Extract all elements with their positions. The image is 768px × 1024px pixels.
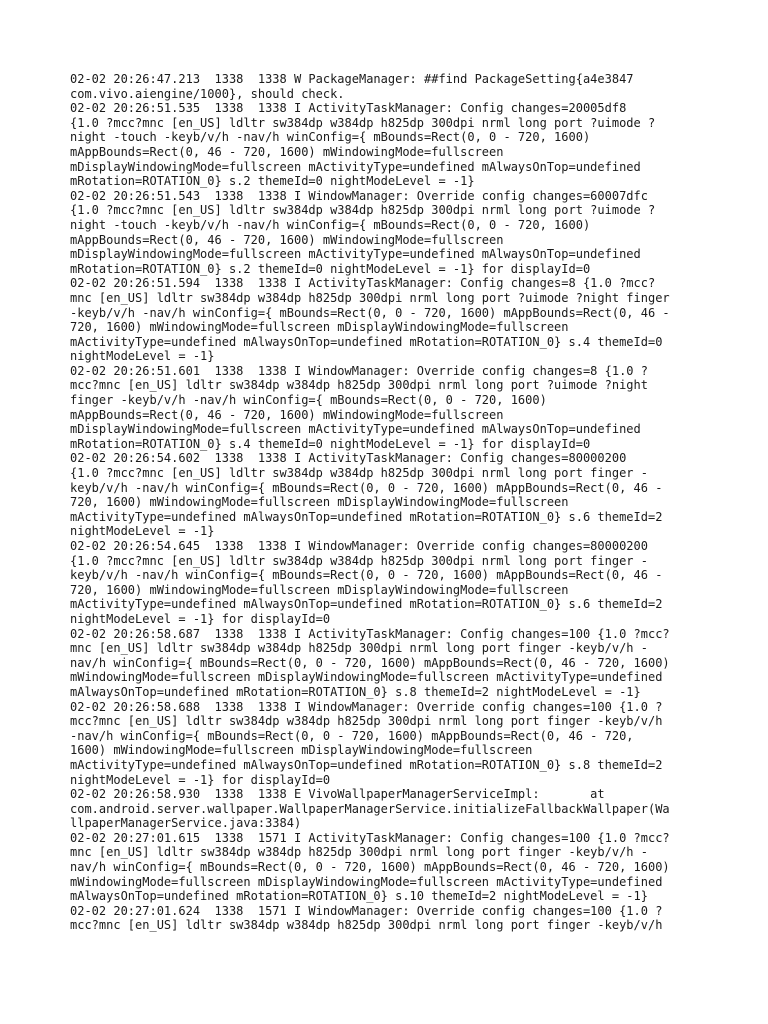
log-line: keyb/v/h -nav/h winConfig={ mBounds=Rect(0, 0 - 720, 1600) mAppBounds=Rect(0, 46 -	[70, 568, 663, 583]
log-line: nav/h winConfig={ mBounds=Rect(0, 0 - 720, 1600) mAppBounds=Rect(0, 46 - 720, 1600)	[70, 860, 670, 875]
log-line: 02-02 20:26:51.535 1338 1338 I ActivityTaskManager: Config changes=20005df8	[70, 101, 627, 116]
log-line: {1.0 ?mcc?mnc [en_US] ldltr sw384dp w384dp h825dp 300dpi nrml long port ?uimode ?	[70, 115, 656, 130]
log-line: -keyb/v/h -nav/h winConfig={ mBounds=Rect(0, 0 - 720, 1600) mAppBounds=Rect(0, 46 -	[70, 305, 670, 320]
log-line: mcc?mnc [en_US] ldltr sw384dp w384dp h825dp 300dpi nrml long port finger -keyb/v/h	[70, 918, 663, 933]
log-line: mActivityType=undefined mAlwaysOnTop=undefined mRotation=ROTATION_0} s.8 themeId=2	[70, 757, 663, 772]
log-line: nav/h winConfig={ mBounds=Rect(0, 0 - 720, 1600) mAppBounds=Rect(0, 46 - 720, 1600)	[70, 655, 670, 670]
log-line: mnc [en_US] ldltr sw384dp w384dp h825dp 300dpi nrml long port ?uimode ?night finger	[70, 290, 670, 305]
log-line: mActivityType=undefined mAlwaysOnTop=undefined mRotation=ROTATION_0} s.4 themeId=0	[70, 334, 663, 349]
log-line: mActivityType=undefined mAlwaysOnTop=undefined mRotation=ROTATION_0} s.6 themeId=2	[70, 597, 663, 612]
log-line: {1.0 ?mcc?mnc [en_US] ldltr sw384dp w384dp h825dp 300dpi nrml long port finger -	[70, 466, 648, 481]
log-line: -nav/h winConfig={ mBounds=Rect(0, 0 - 720, 1600) mAppBounds=Rect(0, 46 - 720,	[70, 728, 634, 743]
log-line: mWindowingMode=fullscreen mDisplayWindowingMode=fullscreen mActivityType=undefined	[70, 670, 663, 685]
log-line: 02-02 20:26:54.645 1338 1338 I WindowManager: Override config changes=80000200	[70, 539, 648, 553]
log-line: 02-02 20:26:54.602 1338 1338 I ActivityTaskManager: Config changes=80000200	[70, 451, 627, 466]
log-line: 720, 1600) mWindowingMode=fullscreen mDisplayWindowingMode=fullscreen	[70, 320, 569, 335]
log-line: nightModeLevel = -1} for displayId=0	[70, 772, 331, 787]
log-line: 02-02 20:27:01.624 1338 1571 I WindowManager: Override config changes=100 {1.0 ?	[70, 903, 663, 918]
log-line: mRotation=ROTATION_0} s.2 themeId=0 nightModeLevel = -1}	[70, 174, 475, 189]
log-line: {1.0 ?mcc?mnc [en_US] ldltr sw384dp w384dp h825dp 300dpi nrml long port finger -	[70, 553, 648, 568]
log-line: nightModeLevel = -1}	[70, 349, 215, 364]
log-line: 02-02 20:26:58.930 1338 1338 E VivoWallpaperManagerServiceImpl: at	[70, 787, 605, 802]
log-line: llpaperManagerService.java:3384)	[70, 816, 302, 831]
log-line: nightModeLevel = -1} for displayId=0	[70, 611, 331, 626]
log-line: 02-02 20:26:51.543 1338 1338 I WindowManager: Override config changes=60007dfc	[70, 188, 648, 203]
log-line: 02-02 20:26:51.594 1338 1338 I ActivityTaskManager: Config changes=8 {1.0 ?mcc?	[70, 276, 656, 291]
log-line: mAppBounds=Rect(0, 46 - 720, 1600) mWindowingMode=fullscreen	[70, 232, 504, 247]
log-text-block	[70, 72, 710, 933]
log-line: 02-02 20:27:01.615 1338 1571 I ActivityTaskManager: Config changes=100 {1.0 ?mcc?	[70, 830, 670, 845]
log-line: 1600) mWindowingMode=fullscreen mDisplayWindowingMode=fullscreen	[70, 743, 533, 758]
log-line: finger -keyb/v/h -nav/h winConfig={ mBounds=Rect(0, 0 - 720, 1600)	[70, 393, 547, 408]
log-line: keyb/v/h -nav/h winConfig={ mBounds=Rect(0, 0 - 720, 1600) mAppBounds=Rect(0, 46 -	[70, 480, 663, 495]
log-line: 02-02 20:26:58.687 1338 1338 I ActivityTaskManager: Config changes=100 {1.0 ?mcc?	[70, 626, 670, 641]
log-line: night -touch -keyb/v/h -nav/h winConfig={ mBounds=Rect(0, 0 - 720, 1600)	[70, 217, 591, 232]
log-line: 02-02 20:26:58.688 1338 1338 I WindowManager: Override config changes=100 {1.0 ?	[70, 699, 663, 714]
log-line: mDisplayWindowingMode=fullscreen mActivityType=undefined mAlwaysOnTop=undefined	[70, 159, 641, 174]
log-line: mDisplayWindowingMode=fullscreen mActivityType=undefined mAlwaysOnTop=undefined	[70, 422, 641, 437]
log-line: 720, 1600) mWindowingMode=fullscreen mDisplayWindowingMode=fullscreen	[70, 495, 569, 510]
log-line: mDisplayWindowingMode=fullscreen mActivityType=undefined mAlwaysOnTop=undefined	[70, 247, 641, 262]
log-line: mcc?mnc [en_US] ldltr sw384dp w384dp h825dp 300dpi nrml long port finger -keyb/v/h	[70, 714, 663, 729]
log-line: nightModeLevel = -1}	[70, 524, 215, 539]
log-line: mcc?mnc [en_US] ldltr sw384dp w384dp h825dp 300dpi nrml long port ?uimode ?night	[70, 378, 648, 393]
log-line: 02-02 20:26:51.601 1338 1338 I WindowManager: Override config changes=8 {1.0 ?	[70, 363, 648, 378]
log-line: mActivityType=undefined mAlwaysOnTop=undefined mRotation=ROTATION_0} s.6 themeId=2	[70, 509, 663, 524]
log-line: mAppBounds=Rect(0, 46 - 720, 1600) mWindowingMode=fullscreen	[70, 144, 504, 159]
log-line: {1.0 ?mcc?mnc [en_US] ldltr sw384dp w384dp h825dp 300dpi nrml long port ?uimode ?	[70, 203, 656, 218]
log-line: mnc [en_US] ldltr sw384dp w384dp h825dp 300dpi nrml long port finger -keyb/v/h -	[70, 641, 648, 656]
log-line: mAlwaysOnTop=undefined mRotation=ROTATION_0} s.10 themeId=2 nightModeLevel = -1}	[70, 889, 648, 904]
log-line: mAlwaysOnTop=undefined mRotation=ROTATION_0} s.8 themeId=2 nightModeLevel = -1}	[70, 684, 641, 699]
log-line: com.vivo.aiengine/1000}, should check.	[70, 86, 345, 101]
log-line: mRotation=ROTATION_0} s.4 themeId=0 nightModeLevel = -1} for displayId=0	[70, 436, 591, 451]
log-line: mRotation=ROTATION_0} s.2 themeId=0 nightModeLevel = -1} for displayId=0	[70, 261, 591, 276]
log-line: 720, 1600) mWindowingMode=fullscreen mDisplayWindowingMode=fullscreen	[70, 582, 569, 597]
log-line: night -touch -keyb/v/h -nav/h winConfig={ mBounds=Rect(0, 0 - 720, 1600)	[70, 130, 591, 145]
log-line: 02-02 20:26:47.213 1338 1338 W PackageManager: ##find PackageSetting{a4e3847	[70, 72, 634, 86]
log-line: mAppBounds=Rect(0, 46 - 720, 1600) mWindowingMode=fullscreen	[70, 407, 504, 422]
log-line: mWindowingMode=fullscreen mDisplayWindowingMode=fullscreen mActivityType=undefined	[70, 874, 663, 889]
log-line: com.android.server.wallpaper.WallpaperManagerService.initializeFallbackWallpaper(Wa	[70, 801, 670, 816]
log-line: mnc [en_US] ldltr sw384dp w384dp h825dp 300dpi nrml long port finger -keyb/v/h -	[70, 845, 648, 860]
